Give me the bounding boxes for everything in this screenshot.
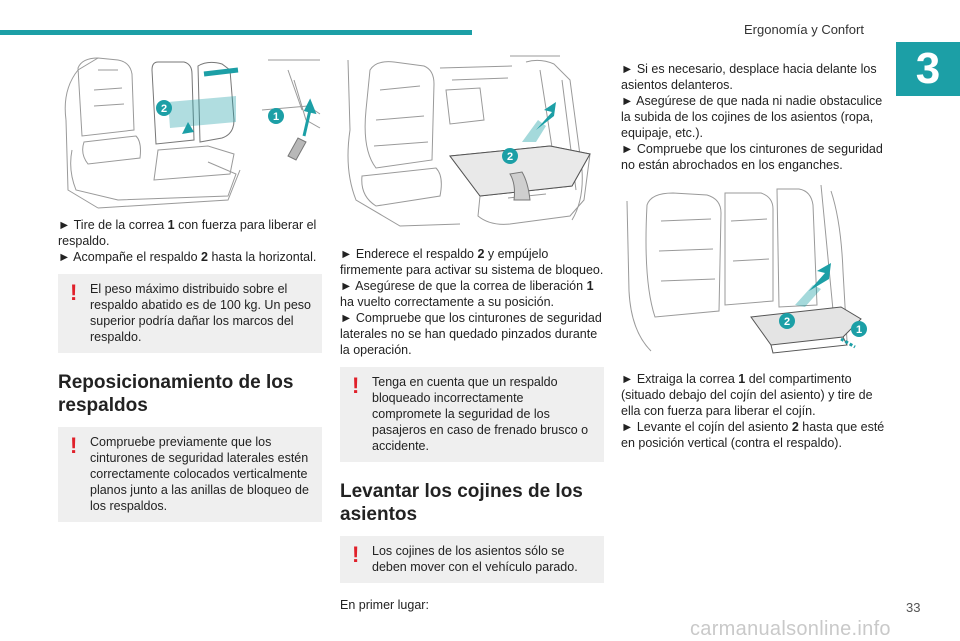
callout-2-badge	[779, 313, 795, 329]
header-title: Ergonomía y Confort	[744, 22, 864, 37]
callout-2-badge	[156, 100, 172, 116]
watermark: carmanualsonline.info	[690, 618, 891, 640]
chapter-tab: 3	[896, 42, 960, 96]
callout-1-badge	[851, 321, 867, 337]
svg-text:1: 1	[855, 324, 863, 336]
svg-text:2: 2	[160, 103, 168, 115]
warning-box: ! El peso máximo distribuido sobre el respaldo abatido es de 100 kg. Un peso superior podría dañar los marcos del respaldo.	[58, 274, 322, 353]
warning-icon: !	[70, 280, 78, 305]
step-text: ► Asegúrese de que nada ni nadie obstaculice la subida de los cojines de los asientos (ropa, equipaje, etc.).	[621, 94, 883, 140]
svg-text:2: 2	[783, 316, 791, 328]
illustration-seatback-release	[58, 50, 322, 210]
step-text: ► Compruebe que los cinturones de seguridad no están abrochados en los enganches.	[621, 142, 883, 172]
warning-box: ! Tenga en cuenta que un respaldo bloqueado incorrectamente compromete la seguridad de los pasajeros en caso de frenado brusco o accidente.	[340, 367, 604, 462]
section-heading: Levantar los cojines de los asientos	[340, 481, 583, 525]
footer-text: En primer lugar:	[340, 598, 429, 612]
column-3	[621, 61, 885, 451]
warning-icon: !	[70, 433, 78, 458]
step-text: ► Acompañe el respaldo 2 hasta la horizontal.	[58, 250, 317, 264]
header-accent-bar	[0, 30, 472, 35]
section-heading: Reposicionamiento de los respaldos	[58, 372, 294, 416]
svg-text:1: 1	[272, 111, 280, 123]
callout-1-badge	[268, 108, 284, 124]
warning-icon: !	[352, 542, 360, 567]
svg-text:2: 2	[506, 151, 514, 163]
step-text: ► Extraiga la correa 1 del compartimento (situado debajo del cojín del asiento) y tire de ella con fuerza para liberar el cojín.	[621, 372, 873, 418]
column-2	[340, 50, 604, 613]
step-text: ► Compruebe que los cinturones de seguridad laterales no se han quedado pinzados durante la operación.	[340, 311, 602, 357]
step-text: ► Tire de la correa 1 con fuerza para liberar el respaldo.	[58, 218, 317, 248]
intro-steps	[621, 61, 885, 173]
step-text: ► Levante el cojín del asiento 2 hasta que esté en posición vertical (contra el respaldo).	[621, 420, 885, 450]
warning-box: ! Los cojines de los asientos sólo se deben mover con el vehículo parado.	[340, 536, 604, 583]
step-text: ► Asegúrese de que la correa de liberación 1 ha vuelto correctamente a su posición.	[340, 279, 594, 309]
steps-list	[340, 246, 604, 358]
steps-list	[58, 217, 322, 265]
illustration-cushion-lift	[621, 181, 885, 361]
warning-box: ! Compruebe previamente que los cinturones de seguridad laterales estén correctamente colocados verticalmente planos junto a las anillas de bloqueo de los respaldos.	[58, 427, 322, 522]
callout-2-badge	[502, 148, 518, 164]
steps-list	[621, 371, 885, 451]
warning-icon: !	[352, 373, 360, 398]
page-number: 33	[906, 600, 921, 615]
column-1	[58, 50, 322, 522]
step-text: ► Si es necesario, desplace hacia delante los asientos delanteros.	[621, 62, 877, 92]
step-text: ► Enderece el respaldo 2 y empújelo firmemente para activar su sistema de bloqueo.	[340, 247, 604, 277]
illustration-seatback-lock	[340, 50, 604, 238]
